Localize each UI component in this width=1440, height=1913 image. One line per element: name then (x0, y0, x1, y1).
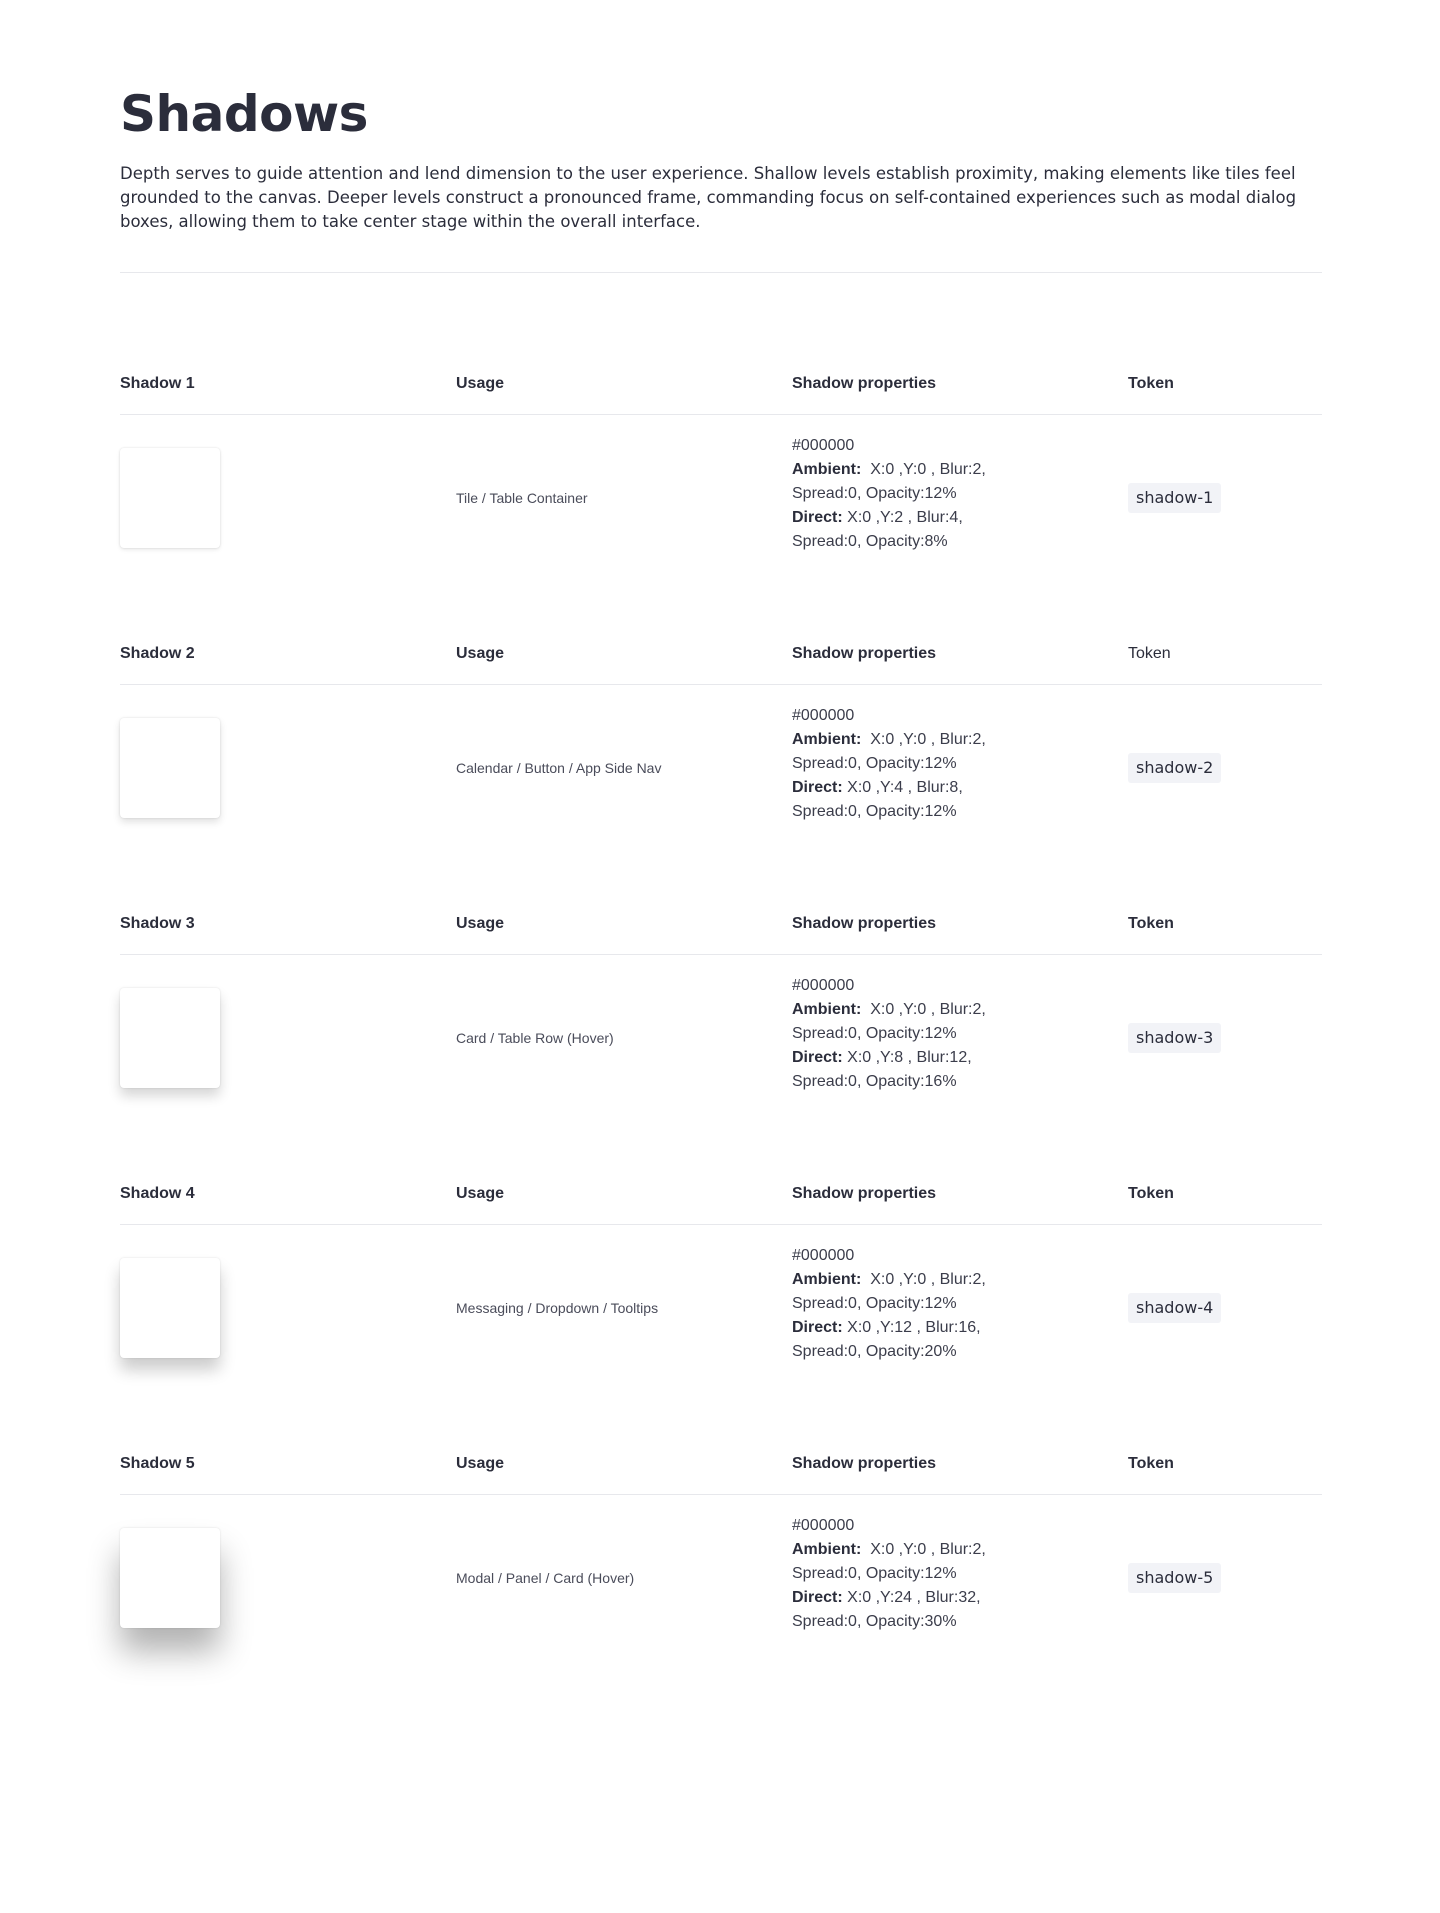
shadow-swatch (120, 448, 220, 548)
ambient-label: Ambient: (792, 1541, 862, 1558)
shadow-name: Shadow 4 (120, 1185, 195, 1202)
direct-label: Direct: (792, 1589, 843, 1606)
usage-text: Messaging / Dropdown / Tooltips (456, 1300, 659, 1316)
row-divider (120, 414, 1322, 415)
token-header: Token (1128, 1455, 1174, 1472)
ambient-values: X:0 ,Y:0 , Blur:2, (870, 731, 986, 748)
shadow-name: Shadow 3 (120, 915, 195, 932)
shadow-name: Shadow 2 (120, 645, 195, 662)
shadow-swatch (120, 1258, 220, 1358)
ambient-values-2: Spread:0, Opacity:12% (792, 1565, 957, 1582)
ambient-values: X:0 ,Y:0 , Blur:2, (870, 1541, 986, 1558)
row-divider (120, 1224, 1322, 1225)
direct-values: X:0 ,Y:24 , Blur:32, (847, 1589, 981, 1606)
shadow-section-1 (120, 374, 1322, 606)
token-badge: shadow-2 (1128, 753, 1221, 783)
shadow-section-4 (120, 1184, 1322, 1416)
ambient-values-2: Spread:0, Opacity:12% (792, 1295, 957, 1312)
ambient-label: Ambient: (792, 1271, 862, 1288)
row-divider (120, 684, 1322, 685)
usage-header: Usage (456, 1455, 505, 1472)
usage-text: Calendar / Button / App Side Nav (456, 760, 662, 776)
ambient-label: Ambient: (792, 731, 862, 748)
shadow-swatch (120, 1528, 220, 1628)
shadow-properties (792, 974, 986, 1094)
shadow-section-5 (120, 1454, 1322, 1686)
shadow-properties (792, 1244, 986, 1364)
shadow-color: #000000 (792, 1247, 855, 1264)
token-header: Token (1128, 1185, 1174, 1202)
token-header: Token (1128, 915, 1174, 932)
ambient-values-2: Spread:0, Opacity:12% (792, 485, 957, 502)
shadow-color: #000000 (792, 977, 855, 994)
shadow-color: #000000 (792, 707, 855, 724)
shadow-color: #000000 (792, 1517, 855, 1534)
direct-label: Direct: (792, 779, 843, 796)
usage-header: Usage (456, 645, 505, 662)
properties-header: Shadow properties (792, 375, 937, 392)
properties-header: Shadow properties (792, 1455, 937, 1472)
shadow-section-3 (120, 914, 1322, 1146)
ambient-label: Ambient: (792, 1001, 862, 1018)
shadow-name: Shadow 5 (120, 1455, 195, 1472)
shadow-properties (792, 434, 986, 554)
ambient-values-2: Spread:0, Opacity:12% (792, 1025, 957, 1042)
page-intro: Depth serves to guide attention and lend dimension to the user experience. Shallow levels establish proximity, making elements like tiles feel grounded to the canvas. Deeper levels construct a pronounced frame, commanding focus on self-contained experiences such as modal dialog boxes, allowing them to take center stage within the overall interface. (120, 164, 1297, 231)
shadow-color: #000000 (792, 437, 855, 454)
direct-values-2: Spread:0, Opacity:30% (792, 1613, 957, 1630)
direct-values: X:0 ,Y:8 , Blur:12, (847, 1049, 972, 1066)
row-divider (120, 1494, 1322, 1495)
usage-header: Usage (456, 375, 505, 392)
ambient-values-2: Spread:0, Opacity:12% (792, 755, 957, 772)
ambient-values: X:0 ,Y:0 , Blur:2, (870, 1001, 986, 1018)
direct-values-2: Spread:0, Opacity:12% (792, 803, 957, 820)
shadow-swatch (120, 988, 220, 1088)
direct-label: Direct: (792, 1049, 843, 1066)
token-header: Token (1128, 645, 1171, 662)
ambient-values: X:0 ,Y:0 , Blur:2, (870, 461, 986, 478)
properties-header: Shadow properties (792, 645, 937, 662)
direct-label: Direct: (792, 509, 843, 526)
usage-header: Usage (456, 915, 505, 932)
properties-header: Shadow properties (792, 915, 937, 932)
usage-text: Tile / Table Container (456, 490, 588, 506)
shadow-section-2 (120, 644, 1322, 876)
direct-values-2: Spread:0, Opacity:8% (792, 533, 948, 550)
token-badge: shadow-1 (1128, 483, 1221, 513)
direct-values: X:0 ,Y:4 , Blur:8, (847, 779, 963, 796)
shadow-name: Shadow 1 (120, 375, 195, 392)
shadow-swatch (120, 718, 220, 818)
ambient-label: Ambient: (792, 461, 862, 478)
ambient-values: X:0 ,Y:0 , Blur:2, (870, 1271, 986, 1288)
token-badge: shadow-4 (1128, 1293, 1221, 1323)
direct-values: X:0 ,Y:2 , Blur:4, (847, 509, 963, 526)
shadow-properties (792, 704, 986, 824)
token-badge: shadow-5 (1128, 1563, 1221, 1593)
usage-text: Modal / Panel / Card (Hover) (456, 1570, 635, 1586)
token-header: Token (1128, 375, 1174, 392)
row-divider (120, 954, 1322, 955)
page-title: Shadows (120, 85, 368, 143)
direct-label: Direct: (792, 1319, 843, 1336)
direct-values: X:0 ,Y:12 , Blur:16, (847, 1319, 981, 1336)
usage-text: Card / Table Row (Hover) (456, 1030, 614, 1046)
token-badge: shadow-3 (1128, 1023, 1221, 1053)
direct-values-2: Spread:0, Opacity:16% (792, 1073, 957, 1090)
direct-values-2: Spread:0, Opacity:20% (792, 1343, 957, 1360)
shadow-properties (792, 1514, 986, 1634)
intro-divider (120, 272, 1322, 273)
usage-header: Usage (456, 1185, 505, 1202)
properties-header: Shadow properties (792, 1185, 937, 1202)
